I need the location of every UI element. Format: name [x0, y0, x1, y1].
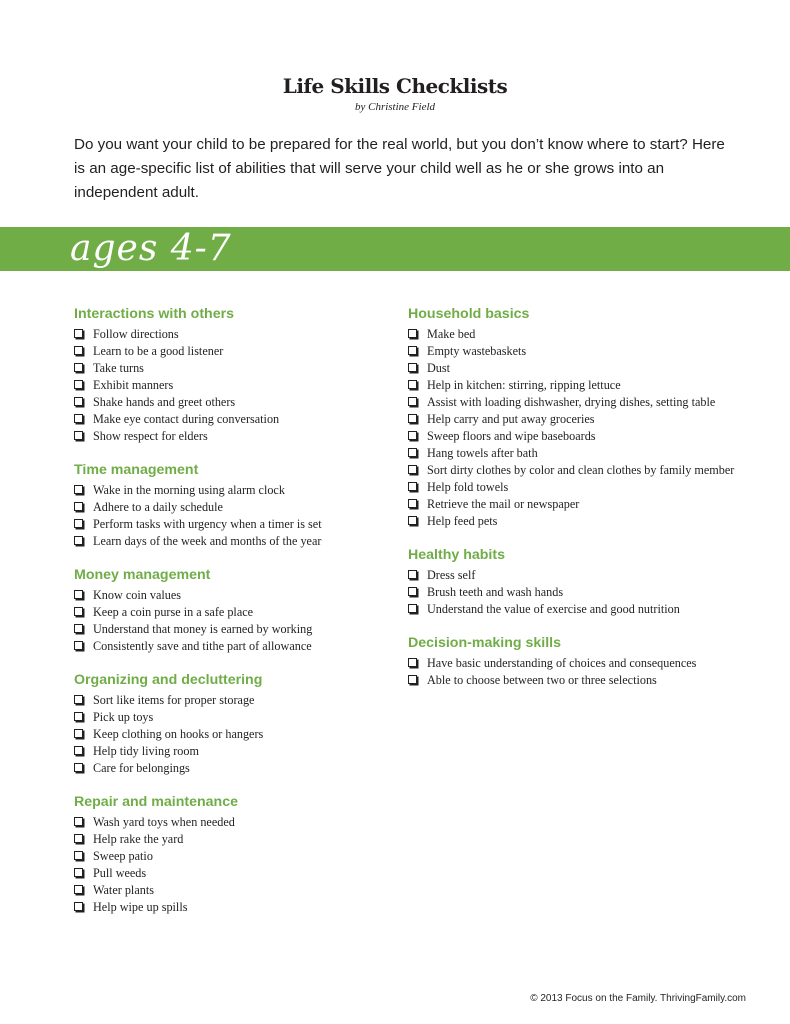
- checklist-item-label: Sort dirty clothes by color and clean clothes by family member: [427, 463, 735, 477]
- checklist-item: [408, 428, 738, 445]
- checklist-item-label: Empty wastebaskets: [427, 344, 527, 358]
- section-title: Repair and maintenance: [74, 794, 238, 810]
- checklist-item: [408, 326, 738, 343]
- checklist-item-label: Make eye contact during conversation: [93, 412, 280, 426]
- checklist-item: [74, 377, 374, 394]
- section-title: Healthy habits: [408, 547, 505, 563]
- section-title: Decision-making skills: [408, 635, 561, 651]
- checklist-item: [408, 584, 738, 601]
- checkbox-icon[interactable]: [74, 519, 83, 528]
- checkbox-icon[interactable]: [408, 587, 417, 596]
- checkbox-icon[interactable]: [74, 817, 83, 826]
- checklist-item-label: Help fold towels: [427, 480, 509, 494]
- checklist-item-label: Help carry and put away groceries: [427, 412, 595, 426]
- checklist-item-label: Understand the value of exercise and good nutrition: [427, 602, 680, 616]
- checkbox-icon[interactable]: [74, 590, 83, 599]
- checklist-item: [408, 411, 738, 428]
- checklist: [74, 814, 374, 916]
- checklist-item-label: Sweep patio: [93, 849, 153, 863]
- checkbox-icon[interactable]: [74, 346, 83, 355]
- checklist-item: [74, 482, 374, 499]
- checklist-item-label: Water plants: [93, 883, 154, 897]
- document-title: Life Skills Checklists: [282, 74, 508, 98]
- checkbox-icon[interactable]: [408, 414, 417, 423]
- checkbox-icon[interactable]: [408, 482, 417, 491]
- checklist-item: [408, 567, 738, 584]
- checklist-item-label: Dress self: [427, 568, 476, 582]
- checklist-item: [74, 709, 374, 726]
- checkbox-icon[interactable]: [74, 885, 83, 894]
- section-title: Interactions with others: [74, 306, 235, 322]
- section-title: Time management: [74, 462, 199, 478]
- checklist: [408, 567, 738, 618]
- checklist-item: [408, 601, 738, 618]
- checkbox-icon[interactable]: [408, 397, 417, 406]
- checkbox-icon[interactable]: [74, 485, 83, 494]
- checklist-item: [408, 462, 738, 479]
- checklist-item: [408, 513, 738, 530]
- checklist-item: [74, 865, 374, 882]
- checklist-item-label: Take turns: [93, 361, 144, 375]
- checklist-item: [74, 638, 374, 655]
- checkbox-icon[interactable]: [408, 570, 417, 579]
- checklist-item: [408, 655, 738, 672]
- checkbox-icon[interactable]: [74, 414, 83, 423]
- checklist-item-label: Able to choose between two or three selections: [427, 673, 657, 687]
- checklist-item-label: Brush teeth and wash hands: [427, 585, 564, 599]
- checkbox-icon[interactable]: [408, 516, 417, 525]
- checklist-item-label: Help tidy living room: [93, 744, 199, 758]
- checklist-item: [74, 587, 374, 604]
- checklist-item-label: Perform tasks with urgency when a timer is set: [93, 517, 322, 531]
- checkbox-icon[interactable]: [74, 902, 83, 911]
- section-title: Money management: [74, 567, 211, 583]
- checklist-item: [74, 831, 374, 848]
- checkbox-icon[interactable]: [408, 431, 417, 440]
- checklist-item-label: Keep a coin purse in a safe place: [93, 605, 254, 619]
- checklist-item: [74, 394, 374, 411]
- checklist-item: [74, 848, 374, 865]
- checkbox-icon[interactable]: [408, 329, 417, 338]
- checklist-item-label: Sort like items for proper storage: [93, 693, 255, 707]
- section-title: Household basics: [408, 306, 530, 322]
- checkbox-icon[interactable]: [74, 868, 83, 877]
- checklist-item-label: Show respect for elders: [93, 429, 208, 443]
- checklist-item: [74, 499, 374, 516]
- checklist-item: [74, 621, 374, 638]
- checklist-item-label: Retrieve the mail or newspaper: [427, 497, 580, 511]
- copyright-footer: © 2013 Focus on the Family. ThrivingFamily.com: [530, 993, 746, 1004]
- checklist-item-label: Learn to be a good listener: [93, 344, 224, 358]
- checklist-item-label: Make bed: [427, 327, 476, 341]
- checkbox-icon[interactable]: [74, 641, 83, 650]
- checkbox-icon[interactable]: [74, 502, 83, 511]
- author-byline: by Christine Field: [354, 101, 436, 113]
- checklist-item-label: Help feed pets: [427, 514, 498, 528]
- checklist-item: [74, 428, 374, 445]
- checklist-item: [408, 672, 738, 689]
- section-time-management: [74, 461, 374, 550]
- checklist-item-label: Help rake the yard: [93, 832, 184, 846]
- checkbox-icon[interactable]: [74, 851, 83, 860]
- checkbox-icon[interactable]: [74, 607, 83, 616]
- checkbox-icon[interactable]: [408, 658, 417, 667]
- checkbox-icon[interactable]: [74, 329, 83, 338]
- checklist-item-label: Follow directions: [93, 327, 179, 341]
- checklist-item: [74, 604, 374, 621]
- checklist-item-label: Dust: [427, 361, 451, 375]
- age-band-label: ages 4-7: [70, 228, 232, 269]
- section-organizing-and-decluttering: [74, 671, 374, 777]
- checklist-item: [74, 814, 374, 831]
- checklist-item: [408, 377, 738, 394]
- checkbox-icon[interactable]: [408, 675, 417, 684]
- checklist-item: [408, 445, 738, 462]
- checkbox-icon[interactable]: [74, 624, 83, 633]
- checkbox-icon[interactable]: [74, 746, 83, 755]
- checkbox-icon[interactable]: [408, 346, 417, 355]
- checklist-item-label: Hang towels after bath: [427, 446, 538, 460]
- checklist-item-label: Wake in the morning using alarm clock: [93, 483, 285, 497]
- checkbox-icon[interactable]: [408, 465, 417, 474]
- checkbox-icon[interactable]: [74, 380, 83, 389]
- section-repair-and-maintenance: [74, 793, 374, 916]
- checklist-item-label: Pull weeds: [93, 866, 147, 880]
- checklist: [408, 326, 738, 530]
- section-decision-making-skills: [408, 634, 738, 689]
- checklist-item: [74, 743, 374, 760]
- checklist-item-label: Wash yard toys when needed: [93, 815, 235, 829]
- checkbox-icon[interactable]: [74, 363, 83, 372]
- checkbox-icon[interactable]: [74, 431, 83, 440]
- checklist-item-label: Learn days of the week and months of the year: [93, 534, 322, 548]
- section-interactions-with-others: [74, 305, 374, 445]
- checklist-item-label: Care for belongings: [93, 761, 190, 775]
- checklist-item-label: Sweep floors and wipe baseboards: [427, 429, 596, 443]
- checklist-item: [74, 360, 374, 377]
- checklist-item: [408, 496, 738, 513]
- checklist-item: [74, 516, 374, 533]
- left-column: [74, 305, 374, 932]
- checklist-item-label: Exhibit manners: [93, 378, 174, 392]
- checklist-item-label: Pick up toys: [93, 710, 154, 724]
- checkbox-icon[interactable]: [408, 380, 417, 389]
- checklist: [74, 587, 374, 655]
- section-money-management: [74, 566, 374, 655]
- checkbox-icon[interactable]: [74, 695, 83, 704]
- checklist-item-label: Keep clothing on hooks or hangers: [93, 727, 264, 741]
- checkbox-icon[interactable]: [74, 397, 83, 406]
- checkbox-icon[interactable]: [408, 604, 417, 613]
- checklist-item: [408, 343, 738, 360]
- checkbox-icon[interactable]: [74, 834, 83, 843]
- checkbox-icon[interactable]: [74, 763, 83, 772]
- checklist-item-label: Help wipe up spills: [93, 900, 188, 914]
- checklist-item-label: Have basic understanding of choices and consequences: [427, 656, 697, 670]
- right-column: [408, 305, 738, 705]
- checklist-item-label: Adhere to a daily schedule: [93, 500, 223, 514]
- checkbox-icon[interactable]: [74, 536, 83, 545]
- checkbox-icon[interactable]: [408, 448, 417, 457]
- checklist: [74, 482, 374, 550]
- checklist-item-label: Assist with loading dishwasher, drying dishes, setting table: [427, 395, 716, 409]
- section-healthy-habits: [408, 546, 738, 618]
- checklist: [74, 326, 374, 445]
- checkbox-icon[interactable]: [74, 729, 83, 738]
- checklist-item: [74, 533, 374, 550]
- checklist: [74, 692, 374, 777]
- checklist: [408, 655, 738, 689]
- section-title: Organizing and decluttering: [74, 672, 263, 688]
- checkbox-icon[interactable]: [408, 363, 417, 372]
- checklist-item: [74, 692, 374, 709]
- checklist-item: [74, 326, 374, 343]
- checklist-item: [408, 360, 738, 377]
- checklist-item-label: Know coin values: [93, 588, 182, 602]
- intro-paragraph: Do you want your child to be prepared for the real world, but you don’t know where to start? Here is an age-specific list of abilities that will serve your child well as he or she grows into an independent adult.: [74, 136, 725, 201]
- section-household-basics: [408, 305, 738, 530]
- checklist-item: [74, 760, 374, 777]
- checklist-item: [74, 343, 374, 360]
- checkbox-icon[interactable]: [74, 712, 83, 721]
- checklist-item: [74, 882, 374, 899]
- checklist-item: [74, 899, 374, 916]
- checklist-item-label: Consistently save and tithe part of allowance: [93, 639, 312, 653]
- checklist-item: [408, 394, 738, 411]
- checklist-item: [74, 411, 374, 428]
- checklist-item-label: Understand that money is earned by working: [93, 622, 313, 636]
- checkbox-icon[interactable]: [408, 499, 417, 508]
- checklist-item-label: Shake hands and greet others: [93, 395, 236, 409]
- checklist-item-label: Help in kitchen: stirring, ripping lettuce: [427, 378, 621, 392]
- age-band: [0, 227, 790, 271]
- checklist-item: [74, 726, 374, 743]
- checklist-item: [408, 479, 738, 496]
